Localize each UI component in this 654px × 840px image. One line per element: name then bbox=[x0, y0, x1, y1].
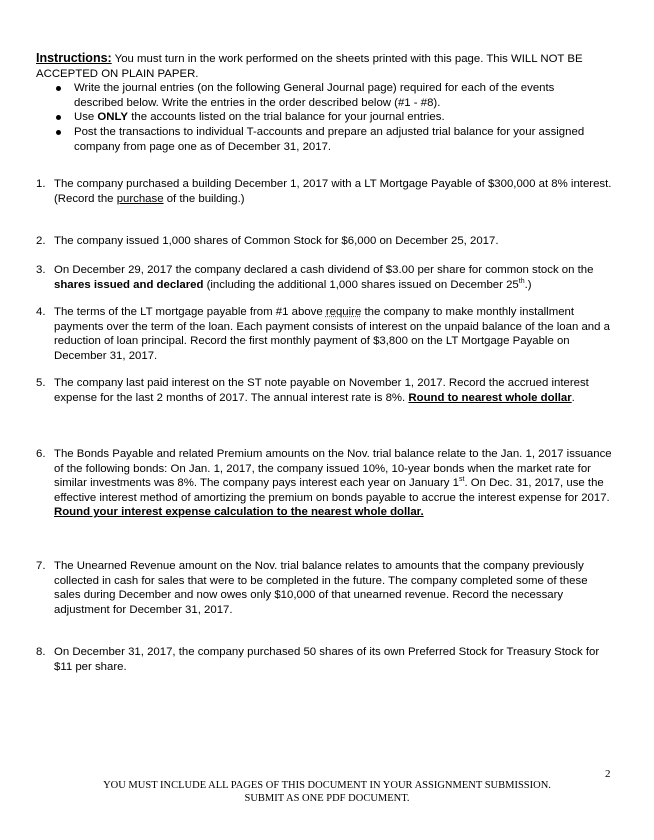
item-text: of the building.) bbox=[163, 192, 245, 205]
item-text: .) bbox=[524, 278, 532, 291]
ordinal-suffix: th bbox=[518, 277, 525, 285]
event-item-6 bbox=[36, 447, 616, 520]
footer-line-1: YOU MUST INCLUDE ALL PAGES OF THIS DOCUMENT IN YOUR ASSIGNMENT SUBMISSION. bbox=[103, 780, 551, 791]
footer-line-2: SUBMIT AS ONE PDF DOCUMENT. bbox=[244, 792, 410, 804]
instructions-intro-text: You must turn in the work performed on the sheets printed with this page. This WILL NOT BE ACCEPTED ON PLAIN PAPER. bbox=[36, 53, 583, 80]
item-text: On December 29, 2017 the company declared a cash dividend of $3.00 per share for common stock on the bbox=[54, 264, 594, 276]
item-number: 6. bbox=[36, 448, 46, 460]
item-bold-underlined-text: Round your interest expense calculation to the nearest whole dollar. bbox=[54, 506, 424, 519]
item-marked-text: require bbox=[325, 306, 362, 318]
item-underlined-text: purchase bbox=[116, 192, 164, 205]
event-item-4 bbox=[36, 305, 616, 363]
bullet-2-post: the accounts listed on the trial balance for your journal entries. bbox=[128, 111, 445, 124]
bullet-2-pre: Use bbox=[74, 111, 98, 124]
event-item-1 bbox=[36, 177, 616, 206]
item-text: The Unearned Revenue amount on the Nov. trial balance relates to amounts that the company previously collected in cash for sales that were to be completed in the future. The company completed some of these sales during December and now owes only $10,000 of that unearned revenue. Record the necessary adjustment for December 31, 2017. bbox=[54, 560, 588, 616]
item-number: 3. bbox=[36, 264, 46, 276]
event-item-2 bbox=[36, 234, 616, 249]
event-item-3 bbox=[36, 263, 616, 292]
item-number: 2. bbox=[36, 235, 46, 247]
instruction-bullet-2 bbox=[36, 110, 606, 125]
item-number: 4. bbox=[36, 306, 46, 318]
ordinal-suffix: st bbox=[458, 476, 465, 484]
item-text: The company last paid interest on the ST note payable on November 1, 2017. Record the accrued interest expense for the last 2 months of 2017. The annual interest rate is 8%. bbox=[54, 377, 589, 404]
instructions-label: Instructions: bbox=[36, 51, 112, 65]
item-text: The terms of the LT mortgage payable from #1 above bbox=[54, 306, 326, 318]
item-number: 8. bbox=[36, 646, 46, 658]
bullet-2-bold: ONLY bbox=[97, 111, 129, 124]
item-text: The Bonds Payable and related Premium amounts on the Nov. trial balance relate to the Jan. 1, 2017 issuance of the following bonds: On Jan. 1, 2017, the company issued 10%, 10-year bonds when the market rate for similar investments was 8%. The company pays interest each year on January 1 bbox=[54, 448, 612, 490]
instruction-bullet-1: Write the journal entries (on the following General Journal page) required for each of the events described below. Write the entries in the order described below (#1 - #8). bbox=[36, 81, 606, 110]
footer-notice bbox=[0, 780, 654, 805]
item-text: The company issued 1,000 shares of Common Stock for $6,000 on December 25, 2017. bbox=[54, 235, 499, 247]
event-item-5 bbox=[36, 376, 616, 405]
instructions-list bbox=[36, 81, 606, 154]
item-number: 7. bbox=[36, 560, 46, 572]
page-number: 2 bbox=[605, 768, 611, 780]
instructions-block bbox=[36, 51, 606, 154]
item-text: . bbox=[571, 391, 575, 404]
item-text: the company to make monthly installment payments over the term of the loan. Each payment consists of interest on the unpaid balance of the loan and a reduction of loan principal. Record the first monthly payment of $3,800 on the LT Mortgage Payable on December 31, 2017. bbox=[54, 306, 610, 362]
instructions-intro bbox=[36, 51, 606, 81]
item-text: (including the additional 1,000 shares issued on December 25 bbox=[203, 278, 519, 291]
item-bold-underlined-text: Round to nearest whole dollar bbox=[408, 391, 572, 404]
event-item-8 bbox=[36, 645, 616, 674]
item-bold-text: shares issued and declared bbox=[54, 278, 204, 291]
item-text: . On Dec. 31, 2017, use the effective interest method of amortizing the premium on bonds payable to accrue the interest expense for 2017. bbox=[54, 477, 610, 504]
item-text: On December 31, 2017, the company purchased 50 shares of its own Preferred Stock for Treasury Stock for $11 per share. bbox=[54, 646, 600, 673]
event-item-7 bbox=[36, 559, 616, 617]
item-number: 1. bbox=[36, 178, 46, 190]
item-text: The company purchased a building December 1, 2017 with a LT Mortgage Payable of $300,000 at 8% interest. (Record the bbox=[54, 178, 612, 205]
item-number: 5. bbox=[36, 377, 46, 389]
instruction-bullet-3: Post the transactions to individual T-accounts and prepare an adjusted trial balance for your assigned company from page one as of December 31, 2017. bbox=[36, 125, 606, 154]
